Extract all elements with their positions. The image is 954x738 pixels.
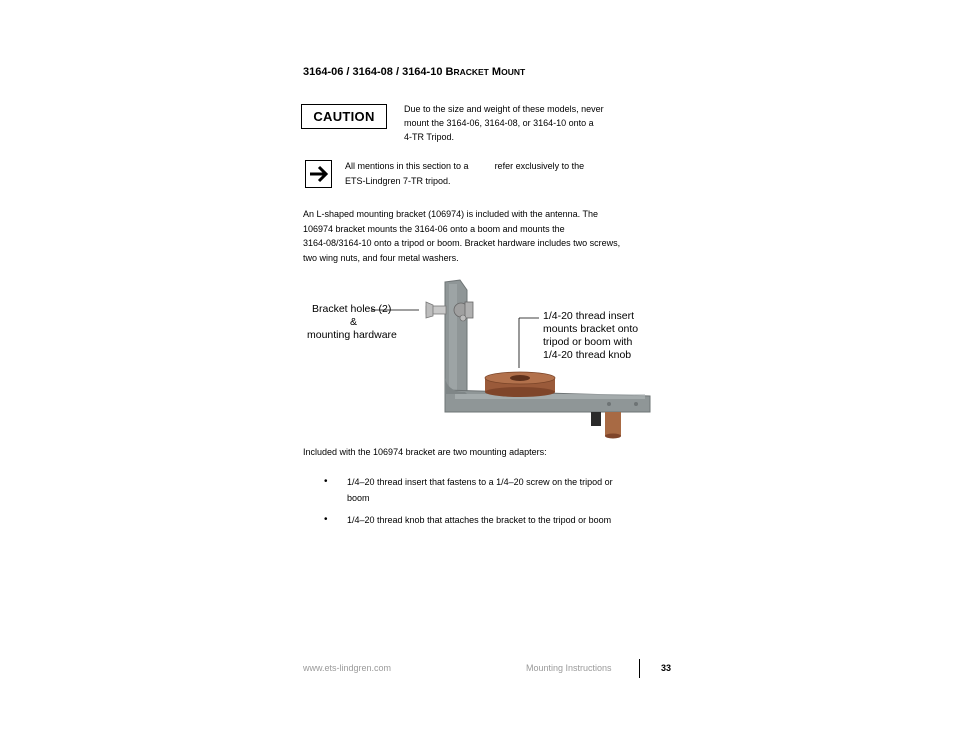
figure-label-mounting-hardware: mounting hardware xyxy=(307,329,397,341)
footer-url: www.ets-lindgren.com xyxy=(303,663,392,673)
thread-knob-icon xyxy=(591,412,621,439)
footer-section-title: Mounting Instructions xyxy=(526,663,612,673)
footer-divider xyxy=(639,659,640,678)
list-item: • 1/4–20 thread insert that fastens to a 1/4–20 screw on the tripod or boom xyxy=(324,476,613,503)
note-text: All mentions in this section to a refer exclusively to the ETS-Lindgren 7-TR tripod. xyxy=(345,161,585,186)
body-paragraph: An L-shaped mounting bracket (106974) is included with the antenna. The 106974 bracket mounts the 3164-06 onto a boom and mounts the 3164-08/3164-10 onto a tripod or boom. Bracket hardware includes two screws, two wing nuts, and four metal washers. xyxy=(303,209,621,263)
adapters-list xyxy=(324,474,644,534)
figure-label-thread-insert: 1/4-20 thread insert mounts bracket onto tripod or boom with 1/4-20 thread knob xyxy=(543,310,639,361)
bullet-icon: • xyxy=(324,514,328,525)
figure-label-bracket-holes: Bracket holes (2) xyxy=(312,303,392,315)
arrow-right-icon xyxy=(305,160,332,188)
page-number: 33 xyxy=(661,663,672,673)
caution-label: CAUTION xyxy=(301,104,387,129)
figure-label-ampersand: & xyxy=(350,316,358,328)
section-heading: 3164-06 / 3164-08 / 3164-10 BRACKET MOUNT xyxy=(303,66,526,78)
bullet-icon: • xyxy=(324,476,328,487)
adapters-intro: Included with the 106974 bracket are two mounting adapters: xyxy=(303,447,547,457)
list-item: • 1/4–20 thread knob that attaches the bracket to the tripod or boom xyxy=(324,512,644,528)
thread-insert-icon xyxy=(485,372,555,397)
caution-text: Due to the size and weight of these models, never mount the 3164-06, 3164-08, or 3164-10 onto a 4-TR Tripod. xyxy=(404,104,604,142)
